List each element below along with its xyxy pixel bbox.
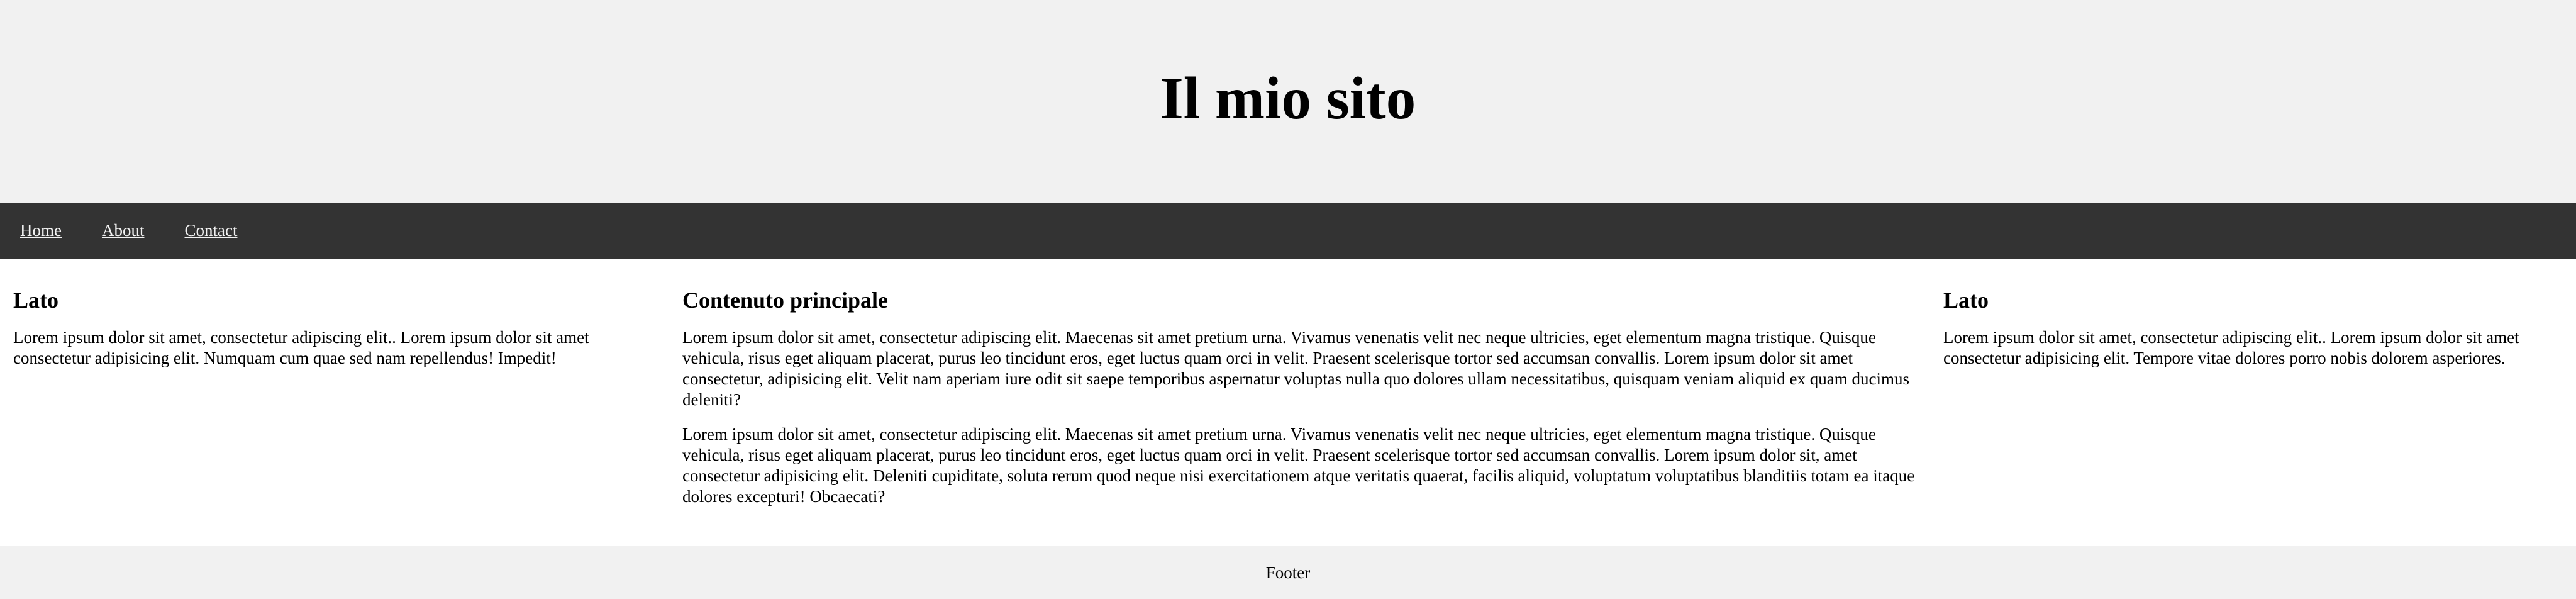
nav-link-home[interactable]: Home <box>20 221 62 240</box>
main-paragraph-1: Lorem ipsum dolor sit amet, consectetur adipiscing elit. Maecenas sit amet pretium urna. Vivamus venenatis velit nec neque ultricies, eget elementum magna tristique. Quisque vehicula, risus eget aliquam placerat, purus leo tincidunt eros, eget luctus quam orci in velit. Praesent scelerisque tortor sed accumsan convallis. Lorem ipsum dolor sit amet consectetur, adipisicing elit. Velit nam aperiam iure odit sit saepe temporibus aspernatur voluptas nulla quo dolores ullam necessitatibus, quisquam veniam aliquid ex quam ducimus deleniti? <box>682 328 1909 410</box>
site-footer <box>0 546 2576 599</box>
right-sidebar-text: Lorem ipsum dolor sit amet, consectetur adipiscing elit.. Lorem ipsum dolor sit amet consectetur adipisicing elit. Tempore vitae dolores porro nobis dolorem asperiores. <box>1943 328 2519 368</box>
nav-link-contact[interactable]: Contact <box>184 221 238 240</box>
footer-text: Footer <box>1265 563 1311 582</box>
nav-link-about[interactable]: About <box>101 221 145 240</box>
main-content <box>682 259 1931 507</box>
top-navigation <box>0 203 2576 259</box>
left-sidebar-heading: Lato <box>13 288 58 313</box>
right-sidebar-heading: Lato <box>1943 288 1989 313</box>
site-title: Il mio sito <box>1160 64 1416 132</box>
left-sidebar-text: Lorem ipsum dolor sit amet, consectetur adipiscing elit.. Lorem ipsum dolor sit amet consectetur adipisicing elit. Numquam cum quae sed nam repellendus! Impedit! <box>13 328 589 368</box>
right-sidebar <box>1943 259 2563 369</box>
left-sidebar <box>13 259 652 369</box>
main-content-heading: Contenuto principale <box>682 288 889 313</box>
site-header <box>0 0 2576 203</box>
main-paragraph-2: Lorem ipsum dolor sit amet, consectetur adipiscing elit. Maecenas sit amet pretium urna. Vivamus venenatis velit nec neque ultricies, eget elementum magna tristique. Quisque vehicula, risus eget aliquam placerat, purus leo tincidunt eros, eget luctus quam orci in velit. Praesent scelerisque tortor sed accumsan convallis. Lorem ipsum dolor sit, amet consectetur adipisicing elit. Deleniti cupiditate, soluta rerum quod neque nisi exercitationem atque veritatis quaerat, facilis aliquid, voluptatum voluptatibus blanditiis totam ea itaque dolores excepturi! Obcaecati? <box>682 425 1915 506</box>
